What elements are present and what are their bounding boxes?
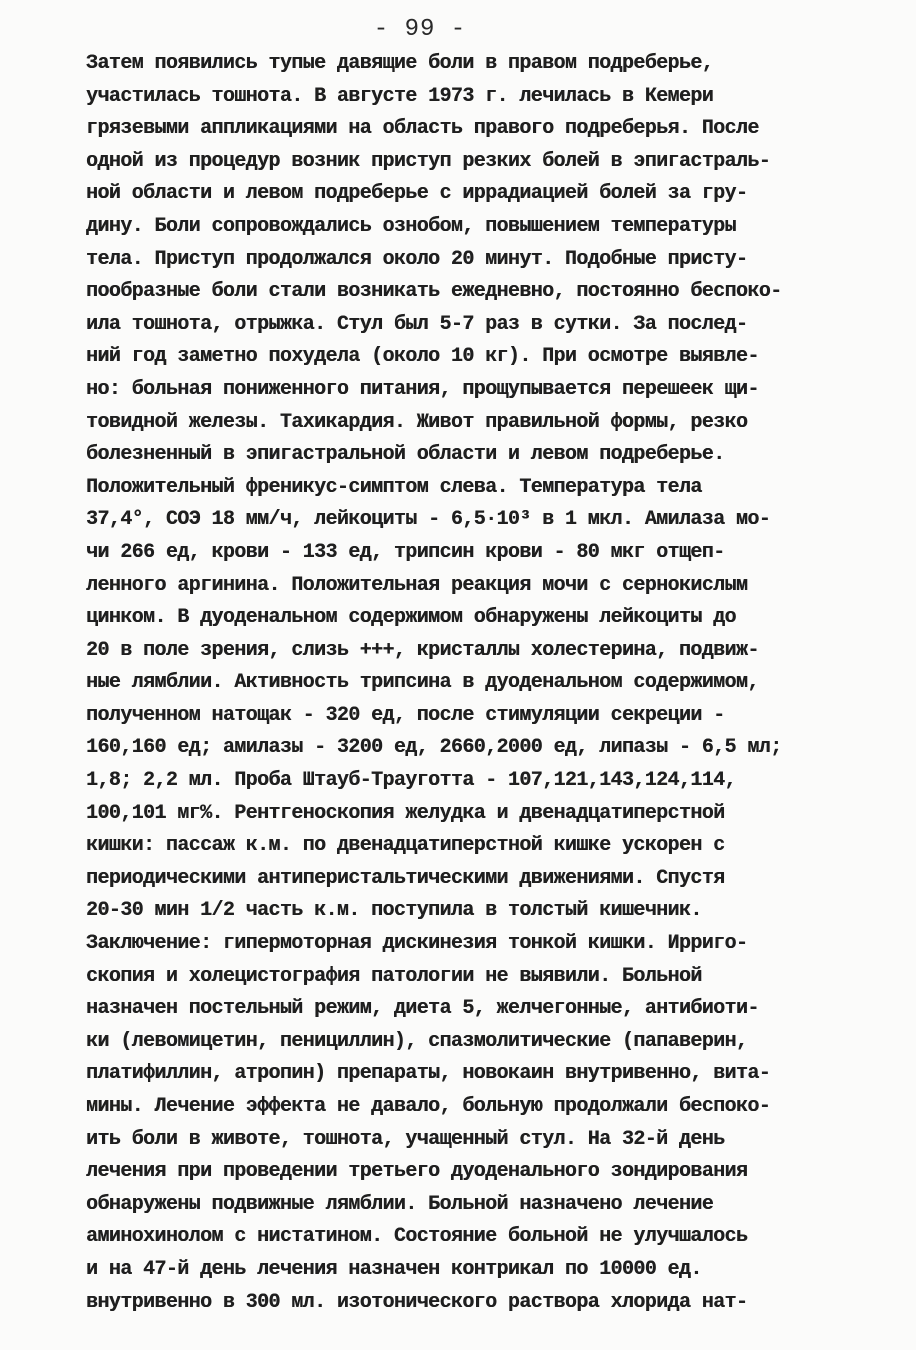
text-line: внутривенно в 300 мл. изотонического раствора хлорида нат- — [86, 1290, 748, 1314]
text-line: чи 266 ед, крови - 133 ед, трипсин крови - 80 мкг отщеп- — [86, 540, 725, 564]
text-line: Заключение: гипермоторная дискинезия тонкой кишки. Ирриго- — [86, 932, 748, 956]
text-line: кишки: пассаж к.м. по двенадцатиперстной кишке ускорен с — [86, 834, 725, 858]
text-line: дину. Боли сопровождались ознобом, повышением температуры — [86, 214, 736, 238]
text-line: ные лямблии. Активность трипсина в дуоденальном содержимом, — [86, 671, 759, 695]
text-line: грязевыми аппликациями на область правого подреберья. После — [86, 117, 759, 141]
text-line: 37,4°, СОЭ 18 мм/ч, лейкоциты - 6,5·10³ в 1 мкл. Амилаза мо- — [86, 508, 771, 532]
text-line: ить боли в животе, тошнота, учащенный стул. На 32-й день — [86, 1127, 725, 1151]
body-text — [86, 48, 886, 1319]
text-line: но: больная пониженного питания, прощупывается перешеек щи- — [86, 377, 759, 401]
text-line: и на 47-й день лечения назначен контрикал по 10000 ед. — [86, 1257, 702, 1281]
text-line: обнаружены подвижные лямблии. Больной назначено лечение — [86, 1192, 714, 1216]
text-line: 20 в поле зрения, слизь +++, кристаллы холестерина, подвиж- — [86, 638, 759, 662]
text-line: полученном натощак - 320 ед, после стимуляции секреции - — [86, 703, 725, 727]
text-line: 160,160 ед; амилазы - 3200 ед, 2660,2000 ед, липазы - 6,5 мл; — [86, 736, 782, 760]
text-line: лечения при проведении третьего дуоденального зондирования — [86, 1160, 748, 1184]
text-line: платифиллин, атропин) препараты, новокаин внутривенно, вита- — [86, 1062, 771, 1086]
text-line: товидной железы. Тахикардия. Живот правильной формы, резко — [86, 410, 748, 434]
text-line: Затем появились тупые давящие боли в правом подреберье, — [86, 52, 714, 75]
text-line: периодическими антиперистальтическими движениями. Спустя — [86, 866, 725, 890]
text-line: Положительный френикус-симптом слева. Температура тела — [86, 475, 702, 499]
page-number: - 99 - — [373, 16, 467, 43]
text-line: пообразные боли стали возникать ежедневно, постоянно беспоко- — [86, 280, 782, 304]
text-line: ленного аргинина. Положительная реакция мочи с сернокислым — [86, 573, 748, 597]
text-line: одной из процедур возник приступ резких болей в эпигастраль- — [86, 149, 771, 173]
text-line: участилась тошнота. В августе 1973 г. лечилась в Кемери — [86, 84, 714, 108]
text-line: ила тошнота, отрыжка. Стул был 5-7 раз в сутки. За послед- — [86, 312, 748, 336]
text-line: скопия и холецистография патологии не выявили. Больной — [86, 964, 702, 988]
text-line: аминохинолом с нистатином. Состояние больной не улучшалось — [86, 1225, 748, 1249]
text-line: ки (левомицетин, пенициллин), спазмолитические (папаверин, — [86, 1029, 748, 1053]
text-line: мины. Лечение эффекта не давало, больную продолжали беспоко- — [86, 1095, 771, 1118]
text-line: 1,8; 2,2 мл. Проба Штауб-Трауготта - 107,121,143,124,114, — [86, 769, 736, 793]
text-line: назначен постельный режим, диета 5, желчегонные, антибиоти- — [86, 997, 759, 1021]
text-line: 20-30 мин 1/2 часть к.м. поступила в толстый кишечник. — [86, 899, 702, 923]
text-line: ной области и левом подреберье с иррадиацией болей за гру- — [86, 182, 748, 206]
text-line: болезненный в эпигастральной области и левом подреберье. — [86, 443, 725, 467]
text-line: цинком. В дуоденальном содержимом обнаружены лейкоциты до — [86, 606, 736, 630]
text-line: ний год заметно похудела (около 10 кг). При осмотре выявле- — [86, 345, 759, 369]
text-line: 100,101 мг%. Рентгеноскопия желудка и двенадцатиперстной — [86, 801, 725, 825]
text-line: тела. Приступ продолжался около 20 минут. Подобные присту- — [86, 247, 748, 271]
